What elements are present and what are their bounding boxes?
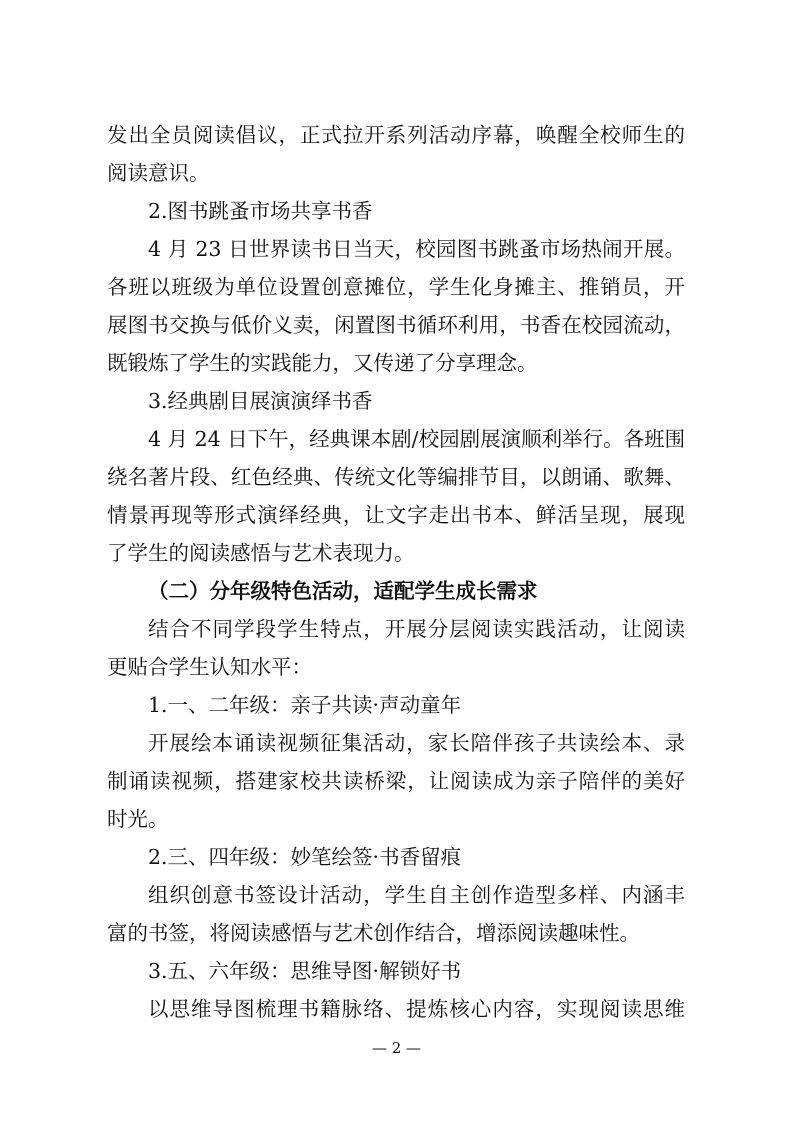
paragraph-line: 4 月 23 日世界读书日当天，校园图书跳蚤市场热闹开展。	[148, 237, 685, 261]
paragraph-line: 阅读意识。	[107, 161, 210, 185]
paragraph-line: 各班以班级为单位设置创意摊位，学生化身摊主、推销员，开	[107, 275, 685, 299]
subheading-line: 1.一、二年级：亲子共读·声动童年	[148, 693, 462, 717]
paragraph-line: 发出全员阅读倡议，正式拉开系列活动序幕，唤醒全校师生的	[107, 123, 685, 147]
section-heading: （二）分年级特色活动，适配学生成长需求	[148, 579, 538, 603]
subheading-line: 2.图书跳蚤市场共享书香	[148, 199, 373, 223]
subheading-line: 2.三、四年级：妙笔绘签·书香留痕	[148, 845, 462, 869]
subheading-line: 3.五、六年级：思维导图·解锁好书	[148, 959, 462, 983]
subheading-line: 3.经典剧目展演演绎书香	[148, 389, 373, 413]
paragraph-line: 结合不同学段学生特点，开展分层阅读实践活动，让阅读	[148, 617, 685, 641]
paragraph-line: 既锻炼了学生的实践能力，又传递了分享理念。	[107, 351, 538, 375]
paragraph-line: 时光。	[107, 807, 169, 831]
paragraph-line: 制诵读视频，搭建家校共读桥梁，让阅读成为亲子陪伴的美好	[107, 769, 685, 793]
paragraph-line: 更贴合学生认知水平：	[107, 655, 312, 679]
paragraph-line: 开展绘本诵读视频征集活动，家长陪伴孩子共读绘本、录	[148, 731, 685, 755]
paragraph-line: 绕名著片段、红色经典、传统文化等编排节目，以朗诵、歌舞、	[107, 465, 685, 489]
paragraph-line: 富的书签，将阅读感悟与艺术创作结合，增添阅读趣味性。	[107, 921, 640, 945]
page-number: — 2 —	[371, 1039, 422, 1057]
paragraph-line: 以思维导图梳理书籍脉络、提炼核心内容，实现阅读思维	[148, 997, 685, 1021]
paragraph-line: 展图书交换与低价义卖，闲置图书循环利用，书香在校园流动，	[107, 313, 685, 337]
paragraph-line: 情景再现等形式演绎经典，让文字走出书本、鲜活呈现，展现	[107, 503, 685, 527]
paragraph-line: 4 月 24 日下午，经典课本剧/校园剧展演顺利举行。各班围	[148, 427, 686, 451]
paragraph-line: 组织创意书签设计活动，学生自主创作造型多样、内涵丰	[148, 883, 685, 907]
paragraph-line: 了学生的阅读感悟与艺术表现力。	[107, 541, 415, 565]
